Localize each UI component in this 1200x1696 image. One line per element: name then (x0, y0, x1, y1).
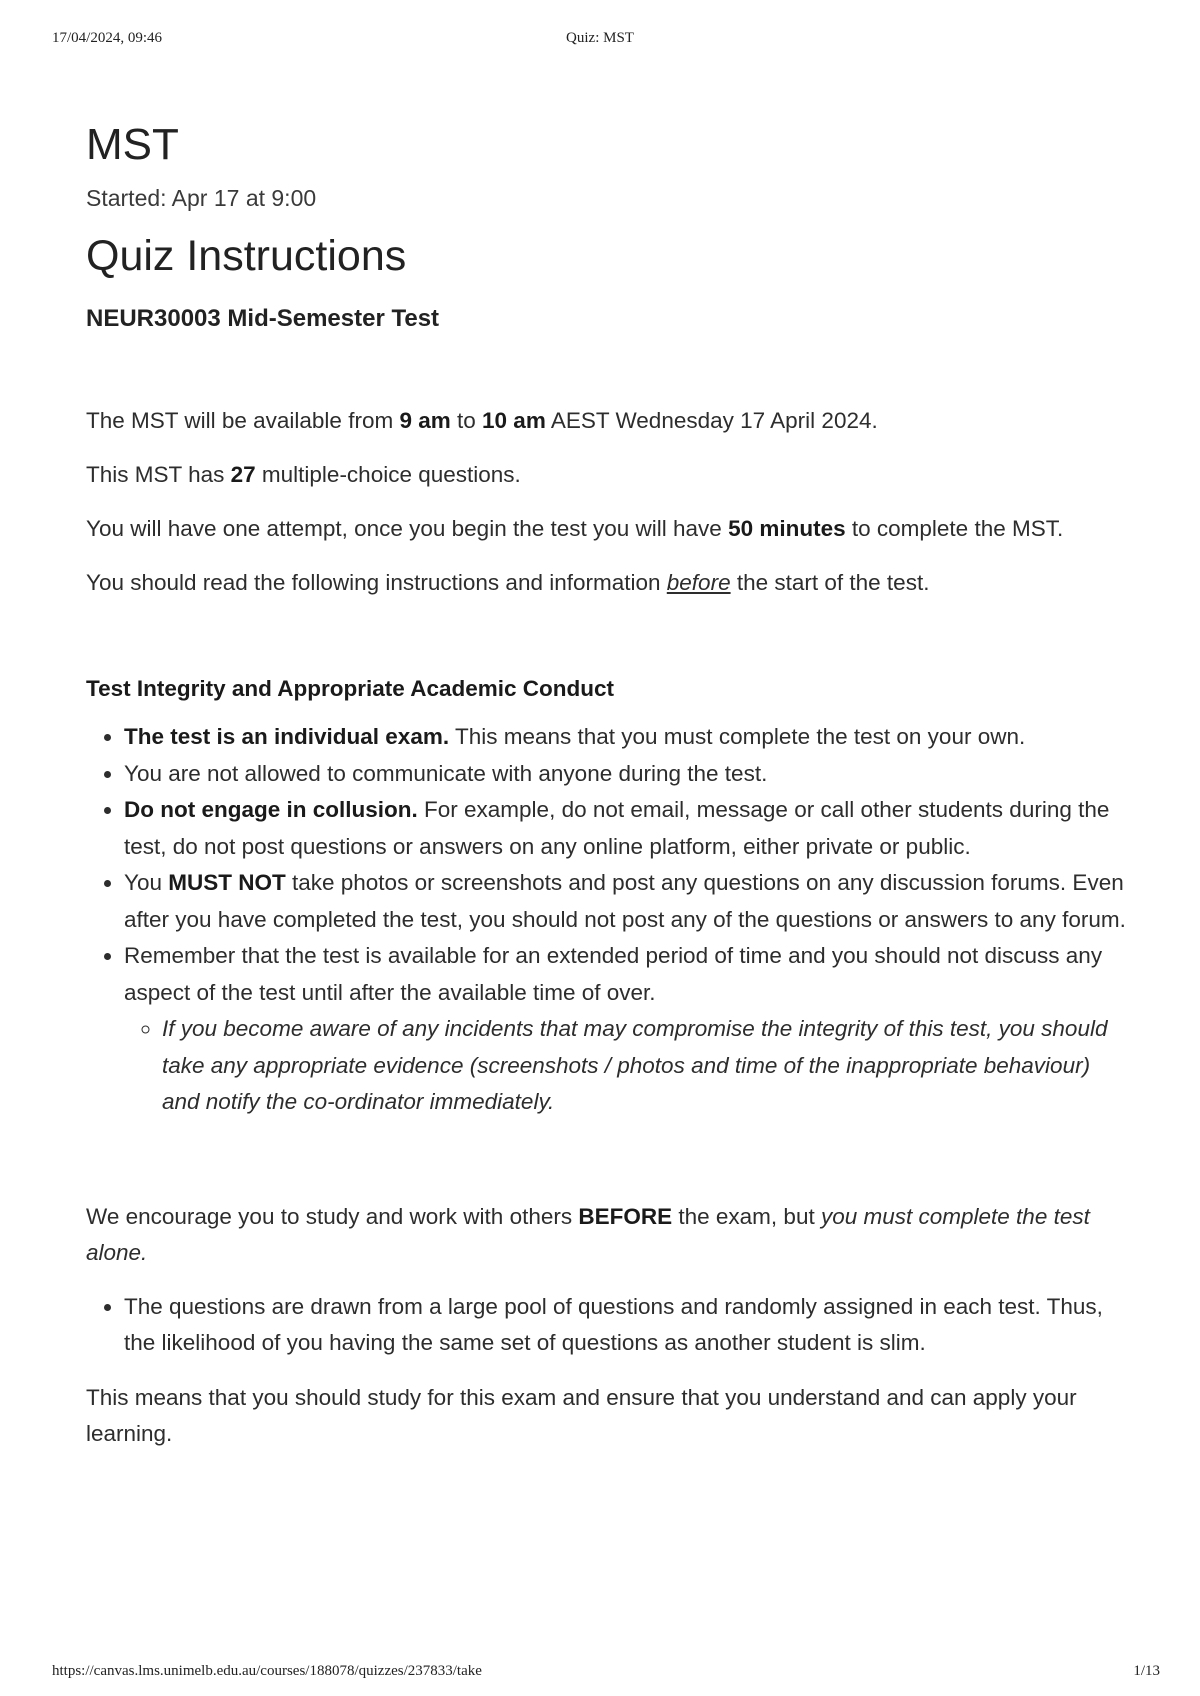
questions-prefix: This MST has (86, 462, 231, 487)
print-header (0, 30, 1200, 50)
integrity-rules-list (86, 719, 1126, 1121)
availability-start: 9 am (399, 408, 451, 433)
availability-to: to (450, 408, 483, 433)
rule-2-text: You are not allowed to communicate with anyone during the test. (124, 760, 768, 786)
closing-paragraph: This means that you should study for this exam and ensure that you understand and can apply your learning. (86, 1384, 1077, 1446)
rule-3-bold: Do not engage in collusion. (124, 797, 418, 822)
questions-paragraph (86, 457, 1126, 493)
read-prefix: You should read the following instructions and information (86, 570, 667, 595)
quiz-instructions-heading: Quiz Instructions (86, 232, 407, 280)
quiz-content (86, 115, 1126, 1452)
rule-5-text: Remember that the test is available for an extended period of time and you should not discuss any aspect of the test until after the available time of over. (124, 943, 1103, 1005)
read-emphasis: before (666, 570, 731, 595)
read-suffix: the start of the test. (730, 570, 930, 595)
print-page-number: 1/13 (1133, 1663, 1160, 1679)
test-title: NEUR30003 Mid-Semester Test (86, 305, 440, 332)
rule-1-text: This means that you must complete the test on your own. (449, 724, 1026, 749)
print-footer (0, 1663, 1200, 1683)
pool-item: • The questions are drawn from a large pool of questions and randomly assigned in each test. Thus, the likelihood of you having the same set of questions as another student is slim. (124, 1289, 1126, 1362)
encourage-paragraph (86, 1199, 1126, 1271)
encourage-middle: the exam, but (672, 1203, 821, 1229)
rule-item (124, 792, 1126, 865)
question-count: 27 (230, 462, 256, 487)
rule-item (124, 865, 1126, 938)
rule-4-prefix: You (124, 870, 169, 895)
quiz-started-time: Started: Apr 17 at 9:00 (86, 185, 317, 211)
attempt-suffix: to complete the MST. (845, 516, 1064, 541)
questions-suffix: multiple-choice questions. (255, 462, 521, 487)
attempt-duration: 50 minutes (728, 516, 846, 541)
rule-3-text: For example, do not email, message or call other students during the test, do not post questions or answers on any online platform, either private or public. (124, 797, 1110, 859)
print-url: https://canvas.lms.unimelb.edu.au/courses/188078/quizzes/237833/take (52, 1663, 482, 1679)
read-paragraph (86, 565, 1126, 601)
print-datetime: 17/04/2024, 09:46 (52, 30, 163, 46)
encourage-italic: you must complete the test alone. (86, 1203, 1090, 1265)
rule-5-subitem: ◦ If you become aware of any incidents that may compromise the integrity of this test, you should take any appropriate evidence (screenshots / photos and time of the inappropriate behaviour) and notify the co-ordinator immediately. (162, 1011, 1126, 1121)
print-page-title: Quiz: MST (566, 30, 634, 46)
availability-suffix: AEST Wednesday 17 April 2024. (545, 408, 878, 433)
rule-5-sublist (124, 1011, 1126, 1121)
rule-item (124, 756, 1126, 793)
rule-item (124, 938, 1126, 1121)
availability-prefix: The MST will be available from (86, 408, 400, 433)
availability-end: 10 am (482, 408, 546, 433)
rule-item (124, 719, 1126, 756)
rule-4-text: take photos or screenshots and post any questions on any discussion forums. Even after you have completed the test, you should not post any of the questions or answers to any forum. (124, 870, 1126, 932)
availability-paragraph (86, 403, 1126, 439)
rule-1-bold: The test is an individual exam. (124, 724, 450, 749)
encourage-bold: BEFORE (578, 1203, 673, 1229)
integrity-heading: Test Integrity and Appropriate Academic Conduct (86, 676, 614, 701)
encourage-prefix: We encourage you to study and work with others (86, 1203, 579, 1229)
attempt-paragraph (86, 511, 1126, 547)
rule-4-bold: MUST NOT (168, 870, 286, 895)
attempt-prefix: You will have one attempt, once you begin the test you will have (86, 516, 729, 541)
pool-list (86, 1289, 1126, 1362)
quiz-title: MST (86, 120, 179, 169)
